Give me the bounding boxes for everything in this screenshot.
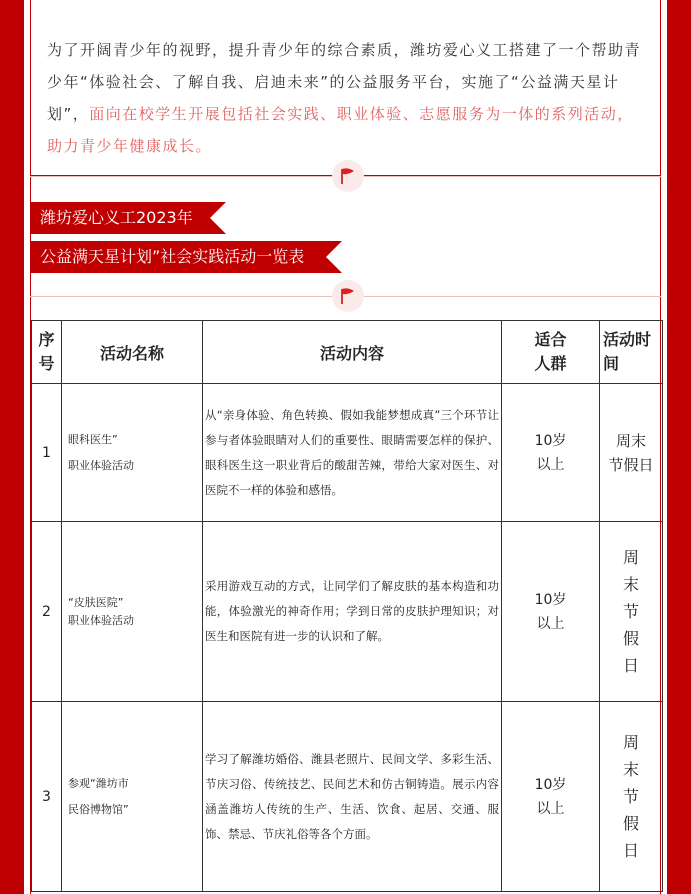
row-time-char: 周 [623, 548, 640, 567]
row-name-line: 参观“潍坊市 [68, 776, 129, 790]
row-content: 采用游戏互动的方式，让同学们了解皮肤的基本构造和功能，体验激光的神奇作用；学到日常的皮肤护理知识；对医生和医院有进一步的认识和了解。 [203, 522, 502, 702]
row-index: 1 [32, 384, 62, 522]
row-time-char: 周 [623, 733, 640, 752]
flag-icon [332, 280, 364, 312]
right-border-bar [667, 0, 691, 894]
header-index: 序号 [32, 321, 62, 384]
row-audience [502, 384, 600, 522]
row-content: 学习了解潍坊婚俗、潍县老照片、民间文学、多彩生活、节庆习俗、传统技艺、民间艺术和仿古铜铸造。展示内容涵盖潍坊人传统的生产、生活、饮食、起居、交通、服饰、禁忌、节庆礼俗等各个方面。 [203, 702, 502, 892]
section-divider-2 [30, 280, 661, 320]
table-row [32, 522, 663, 702]
intro-highlight-text: 面向在校学生开展包括社会实践、职业体验、志愿服务为一体的系列活动，助力青少年健康成长。 [47, 105, 634, 155]
row-time-char: 节 [623, 602, 640, 621]
header-audience: 适合人群 [502, 321, 600, 384]
row-audience [502, 522, 600, 702]
row-audience-line: 以上 [536, 615, 565, 632]
row-time-line: 周末 [615, 431, 646, 450]
row-name-line: 职业体验活动 [68, 458, 134, 472]
banner-title [30, 241, 326, 273]
row-time-char: 日 [623, 841, 640, 860]
row-audience-line: 10岁 [534, 432, 567, 449]
row-name [62, 522, 203, 702]
flag-icon [332, 160, 364, 192]
banner-year [30, 202, 210, 234]
row-content: 从“亲身体验、角色转换、假如我能梦想成真”三个环节让参与者体验眼睛对人们的重要性、眼睛需要怎样的保护、眼科医生这一职业背后的酸甜苦辣，带给大家对医生、对医院不一样的体验和感悟。 [203, 384, 502, 522]
header-content: 活动内容 [203, 321, 502, 384]
row-time [600, 384, 663, 522]
row-name-line: “皮肤医院” [68, 595, 124, 609]
row-time-char: 日 [623, 656, 640, 675]
header-time: 活动时间 [600, 321, 663, 384]
section-divider [30, 160, 661, 200]
row-name-line: 职业体验活动 [68, 613, 134, 627]
table-row [32, 702, 663, 892]
row-audience-line: 以上 [536, 800, 565, 817]
row-time-char: 假 [623, 629, 640, 648]
table-row [32, 384, 663, 522]
table-header-row [32, 321, 663, 384]
row-index: 3 [32, 702, 62, 892]
banner-year-text: 潍坊爱心义工2023年 [40, 208, 193, 227]
row-time-char: 末 [623, 575, 640, 594]
row-audience-line: 以上 [536, 456, 565, 473]
header-name: 活动名称 [62, 321, 203, 384]
row-time-char: 假 [623, 814, 640, 833]
row-audience-line: 10岁 [534, 591, 567, 608]
row-time [600, 702, 663, 892]
intro-paragraph [47, 34, 647, 162]
row-name-line: 眼科医生” [68, 432, 118, 446]
row-time [600, 522, 663, 702]
row-time-line: 节假日 [608, 455, 654, 474]
row-name [62, 384, 203, 522]
row-time-char: 节 [623, 787, 640, 806]
row-name-line: 民俗博物馆” [68, 802, 129, 816]
row-audience-line: 10岁 [534, 776, 567, 793]
row-name [62, 702, 203, 892]
row-audience [502, 702, 600, 892]
row-index: 2 [32, 522, 62, 702]
left-border-bar [0, 0, 24, 894]
activity-table [31, 320, 663, 892]
row-time-char: 末 [623, 760, 640, 779]
banner-title-text: 公益满天星计划”社会实践活动一览表 [40, 247, 305, 266]
intro-text: 为了开阔青少年的视野，提升青少年的综合素质，潍坊爱心义工搭建了一个帮助青少年“体验社会、了解自我、启迪未来”的公益服务平台，实施了“公益满天星计划”， [47, 41, 642, 123]
